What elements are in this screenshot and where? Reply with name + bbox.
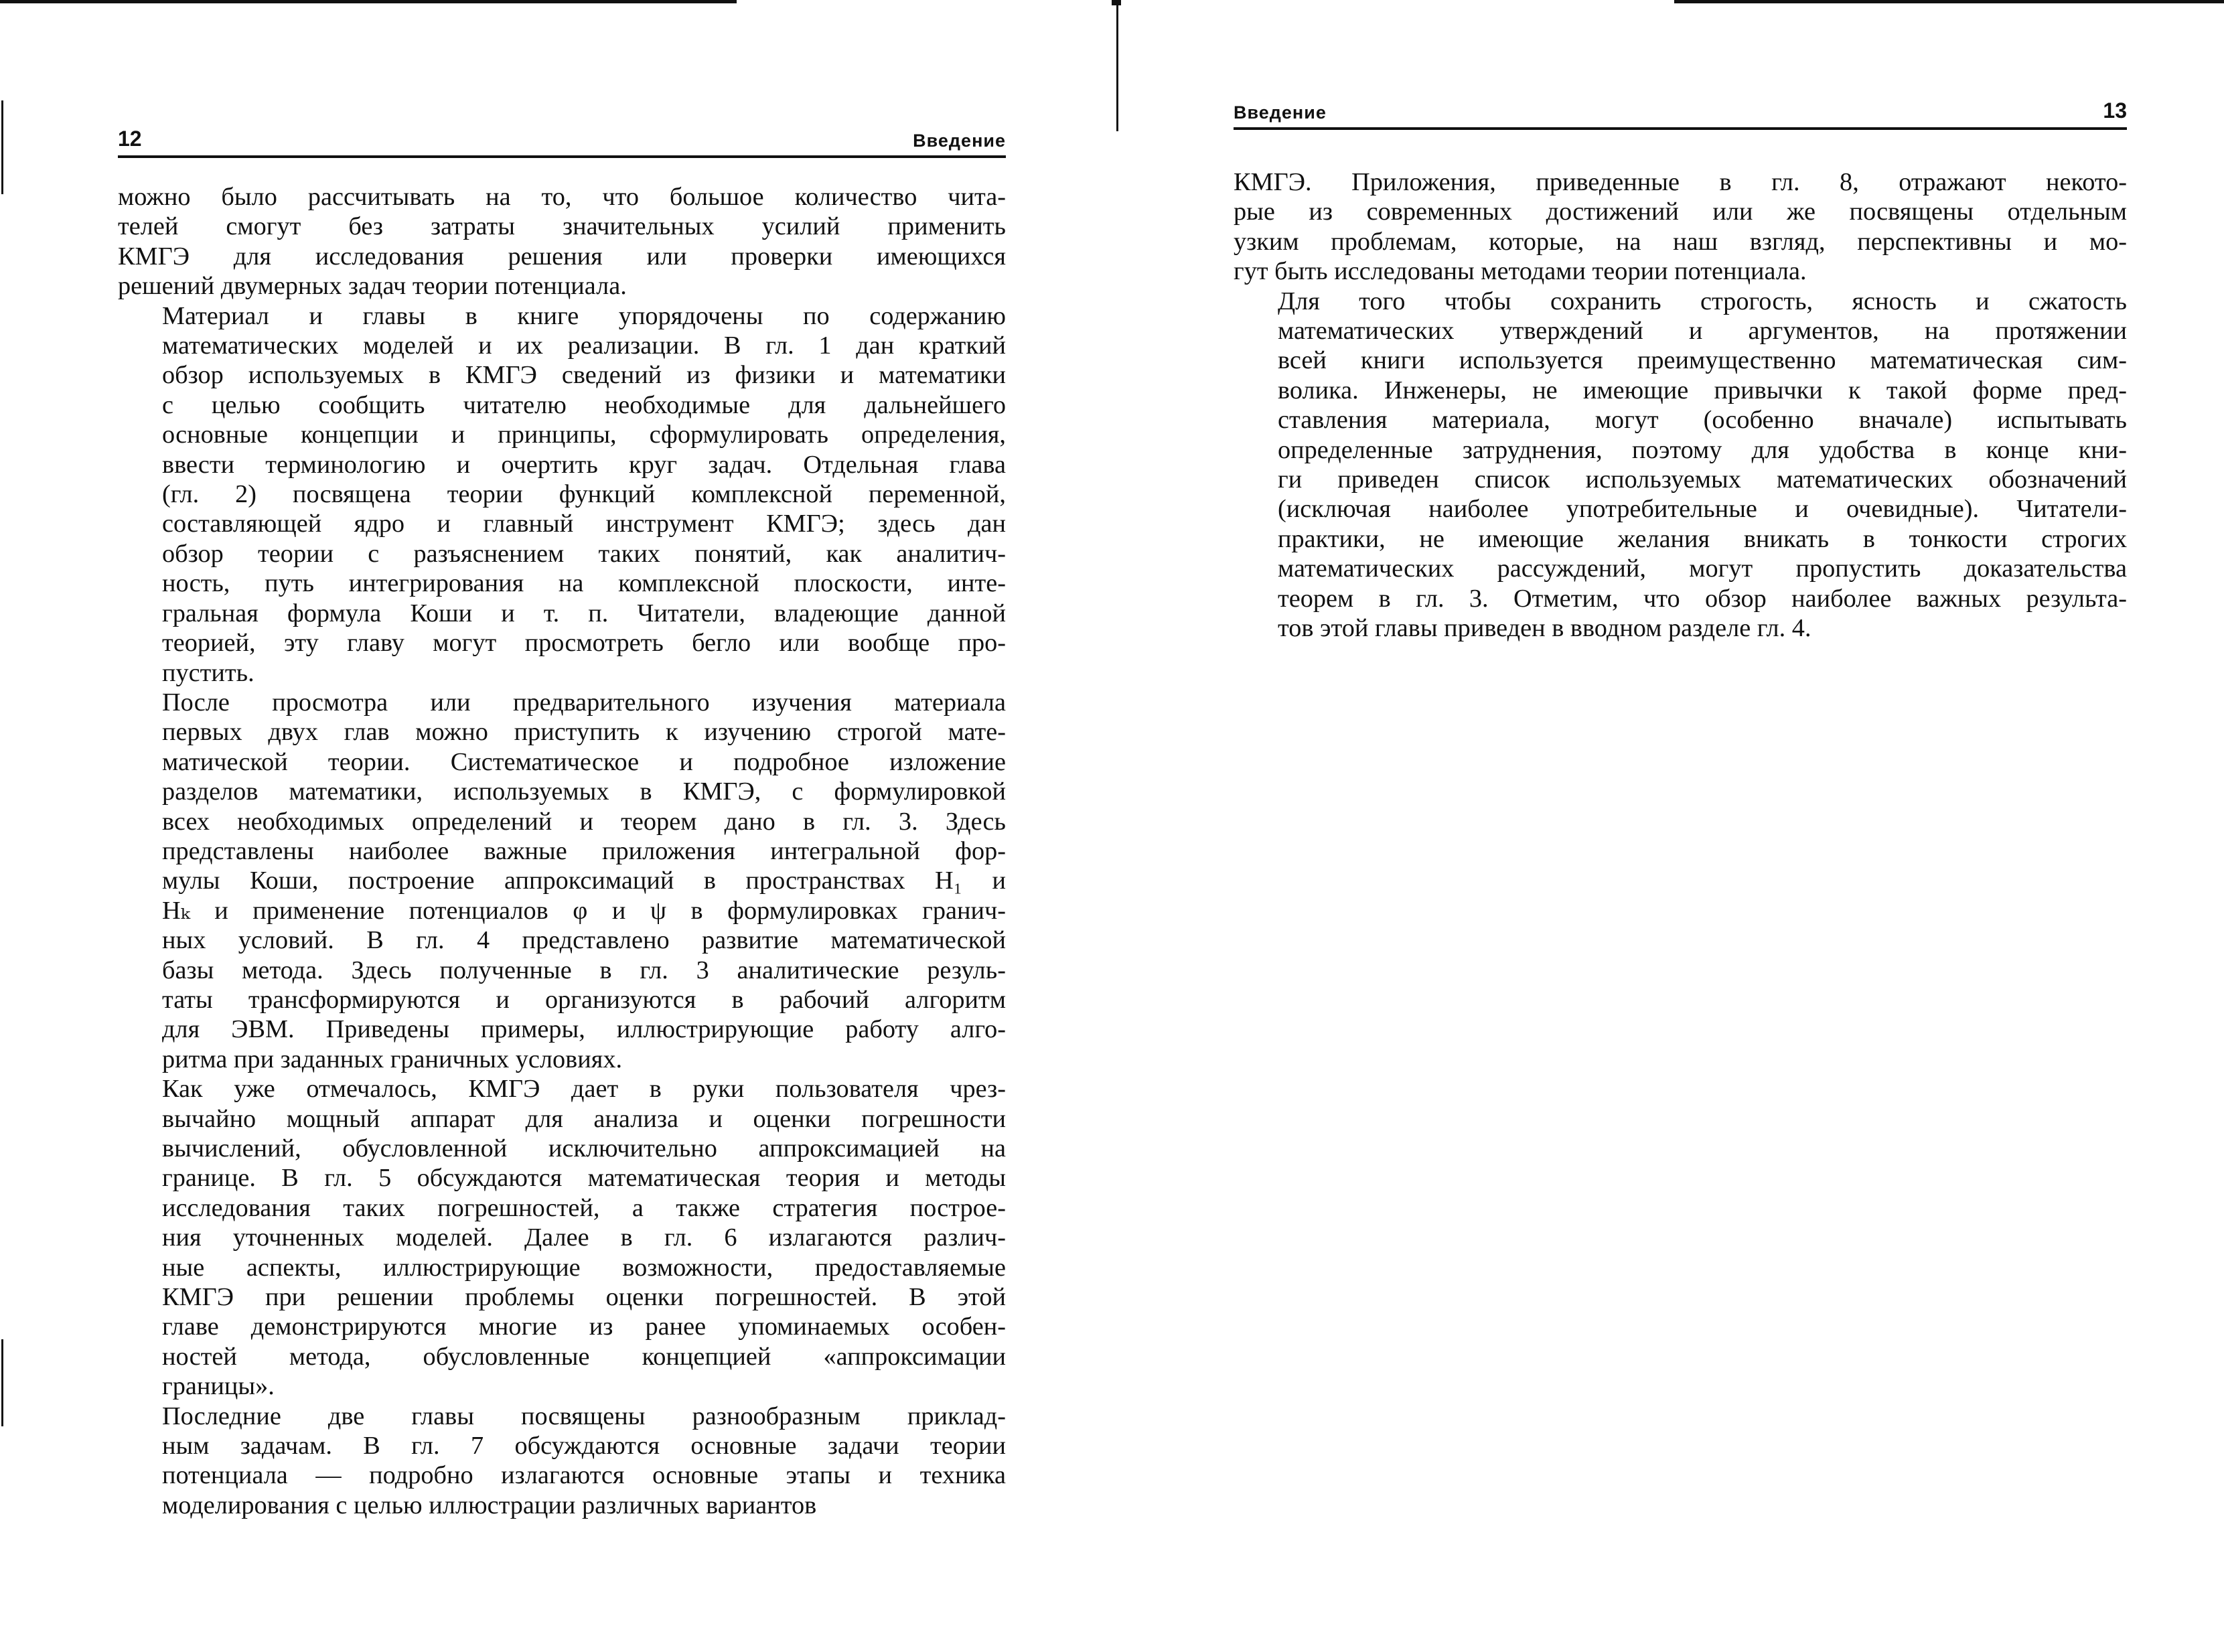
text-line: ные аспекты, иллюстрирующие возможности, предоставляемые (162, 1253, 1006, 1282)
text-line: моделирования с целью иллюстрации различных вариантов (162, 1491, 817, 1519)
right-page-body (1234, 167, 2127, 644)
paragraph (118, 1074, 1006, 1401)
text-line: Hₖ и применение потенциалов φ и ψ в формулировках гранич- (162, 896, 1006, 925)
text-line: узким проблемам, которые, на наш взгляд, перспективны и мо- (1234, 227, 2127, 256)
text-line: ностей метода, обусловленные концепцией «аппроксимации (162, 1342, 1006, 1371)
text-line: КМГЭ при решении проблемы оценки погрешностей. В этой (162, 1283, 1006, 1312)
text-line: с целью сообщить читателю необходимые для дальнейшего (162, 390, 1006, 419)
text-line: представлены наиболее важные приложения интегральной фор- (162, 836, 1006, 865)
text-line: пустить. (162, 658, 254, 687)
paragraph (1234, 167, 2127, 287)
text-line: ность, путь интегрирования на комплексной плоскости, инте- (162, 569, 1006, 598)
text-line: Для того чтобы сохранить строгость, ясность и сжатость (1278, 287, 2127, 315)
text-line: ставления материала, могут (особенно вначале) испытывать (1278, 406, 2127, 435)
left-page-header (118, 119, 1006, 158)
text-line: границы». (162, 1372, 275, 1401)
paragraph (1234, 287, 2127, 644)
scan-left-edge-mark (1, 1339, 3, 1426)
text-line: вычислений, обусловленной исключительно аппроксимацией на (162, 1134, 1006, 1162)
text-line: гральная формула Коши и т. п. Читатели, владеющие данной (162, 599, 1006, 627)
text-line: потенциала — подробно излагаются основные этапы и техника (162, 1461, 1006, 1490)
text-line: ных условий. В гл. 4 представлено развитие математической (162, 926, 1006, 955)
page-number: 13 (2103, 98, 2127, 123)
text-line: составляющей ядро и главный инструмент КМГЭ; здесь дан (162, 510, 1006, 538)
right-page-header (1234, 91, 2127, 130)
text-line: базы метода. Здесь полученные в гл. 3 аналитические резуль- (162, 956, 1006, 984)
gutter-line-top (1112, 0, 1121, 5)
text-line: волика. Инженеры, не имеющие привычки к такой форме пред- (1278, 376, 2127, 404)
paragraph (118, 301, 1006, 688)
text-line: вычайно мощный аппарат для анализа и оценки погрешности (162, 1104, 1006, 1133)
text-line: Как уже отмечалось, КМГЭ дает в руки пользователя чрез- (162, 1075, 1006, 1104)
text-line: матической теории. Систематическое и подробное изложение (162, 747, 1006, 776)
text-line: исследования таких погрешностей, а также стратегия построе- (162, 1193, 1006, 1222)
page-number: 12 (118, 127, 142, 151)
text-line: математических рассуждений, могут пропустить доказательства (1278, 554, 2127, 583)
paragraph (118, 688, 1006, 1074)
paragraph (118, 182, 1006, 301)
text-line: Последние две главы посвящены разнообразным приклад- (162, 1402, 1006, 1430)
text-line: гут быть исследованы методами теории потенциала. (1234, 257, 1807, 286)
text-line: КМГЭ. Приложения, приведенные в гл. 8, отражают некото- (1234, 168, 2127, 196)
scan-left-edge-mark (1, 100, 3, 194)
text-line: математических моделей и их реализации. В гл. 1 дан краткий (162, 331, 1006, 360)
text-line: первых двух глав можно приступить к изучению строгой мате- (162, 718, 1006, 747)
scan-top-edge-right (1674, 0, 2224, 3)
text-line: ния уточненных моделей. Далее в гл. 6 излагаются различ- (162, 1223, 1006, 1252)
text-line: теорией, эту главу могут просмотреть бегло или вообще про- (162, 629, 1006, 658)
text-line: рые из современных достижений или же посвящены отдельным (1234, 198, 2127, 226)
running-head: Введение (913, 131, 1006, 151)
scan-top-edge-left (0, 0, 737, 3)
text-line: таты трансформируются и организуются в рабочий алгоритм (162, 985, 1006, 1014)
text-line: ввести терминологию и очертить круг задач. Отдельная глава (162, 450, 1006, 479)
text-line: основные концепции и принципы, сформулировать определения, (162, 421, 1006, 449)
text-line: определенные затруднения, поэтому для удобства в конце кни- (1278, 435, 2127, 464)
text-line: можно было рассчитывать на то, что большое количество чита- (118, 183, 1006, 211)
text-line: обзор используемых в КМГЭ сведений из физики и математики (162, 361, 1006, 390)
paragraph (118, 1402, 1006, 1521)
gutter-line (1116, 4, 1118, 131)
text-line: (гл. 2) посвящена теории функций комплексной переменной, (162, 480, 1006, 509)
text-line: практики, не имеющие желания вникать в тонкости строгих (1278, 524, 2127, 553)
text-line: (исключая наиболее употребительные и очевидные). Читатели- (1278, 495, 2127, 524)
text-line: границе. В гл. 5 обсуждаются математическая теория и методы (162, 1164, 1006, 1193)
text-line: Материал и главы в книге упорядочены по содержанию (162, 301, 1006, 330)
text-line: теорем в гл. 3. Отметим, что обзор наиболее важных результа- (1278, 584, 2127, 613)
text-line: ритма при заданных граничных условиях. (162, 1045, 623, 1073)
text-line: тов этой главы приведен в вводном разделе гл. 4. (1278, 614, 1811, 643)
left-page-body (118, 182, 1006, 1520)
text-line: КМГЭ для исследования решения или проверки имеющихся (118, 242, 1006, 271)
text-line: главе демонстрируются многие из ранее упоминаемых особен- (162, 1312, 1006, 1341)
text-line: для ЭВМ. Приведены примеры, иллюстрирующие работу алго- (162, 1015, 1006, 1044)
text-line: мулы Коши, построение аппроксимаций в пространствах H₁ и (162, 867, 1006, 895)
text-line: После просмотра или предварительного изучения материала (162, 688, 1006, 717)
text-line: всех необходимых определений и теорем дано в гл. 3. Здесь (162, 807, 1006, 836)
text-line: разделов математики, используемых в КМГЭ, с формулировкой (162, 777, 1006, 806)
text-line: ным задачам. В гл. 7 обсуждаются основные задачи теории (162, 1432, 1006, 1460)
text-line: математических утверждений и аргументов, на протяжении (1278, 317, 2127, 346)
text-line: ги приведен список используемых математических обозначений (1278, 465, 2127, 494)
text-line: телей смогут без затраты значительных усилий применить (118, 212, 1006, 241)
text-line: решений двумерных задач теории потенциала. (118, 272, 627, 301)
running-head: Введение (1234, 102, 1327, 123)
text-line: обзор теории с разъяснением таких понятий, как аналитич- (162, 539, 1006, 568)
text-line: всей книги используется преимущественно математическая сим- (1278, 346, 2127, 375)
